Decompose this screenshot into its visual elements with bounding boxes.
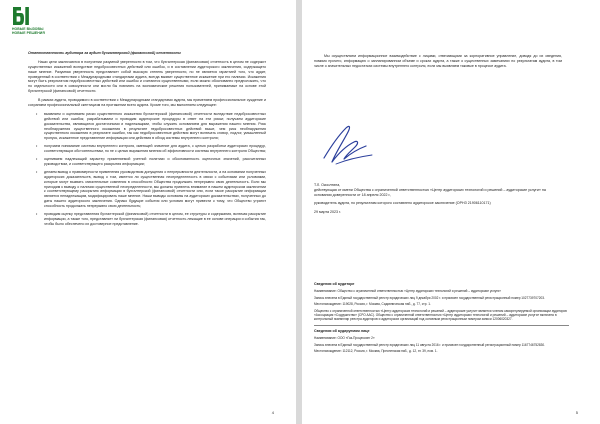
audited-line: Запись внесена в Единый государственный реестр юридических лиц 11 августа 2016 г. и присвоен государственный регистрационный номер 1167746752830. <box>314 342 546 347</box>
auditor-line: Общество с ограниченной ответственностью «Центр аудиторских технологий и решений – аудиторские услуги» является членом саморегулируемой организации аудиторов «Ассоциация «Содружество» (СРО ААС). Общество с ограниченной ответственностью «Центр аудиторских технологий и решений – аудиторские услуги» включено в контрольный экземпляр реестра аудиторов и аудиторских организаций под основным регистрационным номером записи 12006020327. <box>314 309 567 322</box>
procedures-list <box>44 112 266 226</box>
report-page-4 <box>0 0 296 424</box>
audited-entity-heading: Сведения об аудируемом лице <box>314 328 370 333</box>
governance-paragraph: Мы осуществляем информационное взаимодействие с лицами, отвечающими за корпоративное управление, доводя до их сведения, помимо прочего, информацию о запланированном объеме и сроках аудита, а также о существенных замечаниях по результатам аудита, в том числе о значительных недостатках системы внутреннего контроля, если мы выявляем таковые в процессе аудита. <box>314 54 562 68</box>
page-number: 4 <box>271 410 274 415</box>
list-item: • проводим оценку представления бухгалтерской (финансовой) отчетности в целом, ее структуры и содержания, включая раскрытие информации, а также того, представляет ли бухгалтерская (финансовая) отчетность лежащие в ее основе операции и события так, чтобы было обеспечено их достоверное представление. <box>44 212 266 227</box>
report-page-5 <box>302 0 600 424</box>
page-number: 5 <box>575 410 578 415</box>
logo-line-1: НОВЫЕ ВЫЗОВЫ <box>12 27 44 31</box>
auditor-line: Запись внесена в Единый государственный реестр юридических лиц 9 декабря 2002 г. и присвоен государственный регистрационный номер 1027739707203. <box>314 295 545 300</box>
signer-info <box>314 183 562 198</box>
section-heading: Ответственность аудитора за аудит бухгалтерской (финансовой) отчетности <box>28 51 181 55</box>
list-item: • оцениваем надлежащий характер применяемой учетной политики и обоснованность оценочных значений, рассчитанных руководством, и соответствующего раскрытия информации; <box>44 157 266 167</box>
logo-mark-icon <box>12 6 32 26</box>
auditor-details <box>314 282 569 356</box>
signer-role-2: руководитель аудита, по результатам которого составлено аудиторское заключение (ОРНЗ 21906110171) <box>314 201 491 206</box>
left-page-body <box>28 51 266 230</box>
signer-name: Т.Л. Окоолтина, <box>314 183 341 187</box>
signature-date: 29 марта 2023 г. <box>314 209 341 214</box>
signatory-block <box>314 183 562 218</box>
company-logo <box>12 6 72 35</box>
audited-line: Местонахождение: 112112, Россия, г. Москва, Пресненская наб., д. 12, эт. 39, пом. 1. <box>314 349 438 354</box>
list-item: • делаем вывод о правомерности применения руководством допущения о непрерывности деятельности, а на основании полученных аудиторских доказательств, вывод о том, имеется ли существенная неопределенность в связи с событиями или условиями, которые могут вызвать значительные сомнения в способности Общества продолжать непрерывно свою деятельность. Если мы приходим к выводу о наличии существенной неопределенности, мы должны привлечь внимание в нашем аудиторском заключении к соответствующему раскрытию информации в бухгалтерской (финансовой) отчетности или, если такое раскрытие информации является ненадлежащим, модифицировать наше мнение. Наши выводы основаны на аудиторских доказательствах, полученных до даты нашего аудиторского заключения. Однако будущие события или условия могут привести к тому, что Общество утратит способность продолжать непрерывно свою деятельность; <box>44 170 266 209</box>
paragraph-2: В рамках аудита, проводимого в соответствии с Международными стандартами аудита, мы применяем профессиональное суждение и сохраняем профессиональный скептицизм на протяжении всего аудита. Кроме того, мы выполняем следующее: <box>28 98 266 107</box>
auditor-line: Местонахождение: 119028, Россия, г. Москва, Садовническая наб., д. 77, стр. 1. <box>314 302 431 307</box>
paragraph-1: Наши цели заключаются в получении разумной уверенности в том, что бухгалтерская (финансовая) отчетность в целом не содержит существенных искажений вследствие недобросовестных действий или ошибок, и в составлении аудиторского заключения, содержащего наше мнение. Разумная уверенность представляет собой высокую степень уверенности, но не является гарантией того, что аудит, проведенный в соответствии с Международными стандартами аудита, всегда выявит существенное искажение при его наличии. Искажения могут быть результатом недобросовестных действий или ошибок и считаются существенными, если можно обоснованно предположить, что по отдельности или в совокупности они могли бы повлиять на экономические решения пользователей, принимаемые на основе этой бухгалтерской (финансовой) отчетности. <box>28 60 266 94</box>
signer-role: действующая от имени Общества с ограниченной ответственностью «Центр аудиторских технологий и решений – аудиторские услуги» на основании доверенности от 18 апреля 2022 г., <box>314 187 546 197</box>
auditor-heading: Сведения об аудиторе <box>314 282 355 286</box>
auditor-line: Наименование: Общество с ограниченной ответственностью «Центр аудиторских технологий и решений – аудиторские услуги» <box>314 289 501 294</box>
logo-line-2: НОВЫЕ РЕШЕНИЯ <box>12 31 45 36</box>
list-item: • получаем понимание системы внутреннего контроля, имеющей значение для аудита, с целью разработки аудиторских процедур, соответствующих обстоятельствам, но не с целью выражения мнения об эффективности системы внутреннего контроля Общества; <box>44 144 266 154</box>
audited-line: Наименование: ООО «Газ-Процессинг 2» <box>314 336 375 341</box>
logo-text <box>12 27 72 35</box>
list-item: • выявляем и оцениваем риски существенного искажения бухгалтерской (финансовой) отчетности вследствие недобросовестных действий или ошибок; разрабатываем и проводим аудиторские процедуры в ответ на эти риски; получаем аудиторские доказательства, являющиеся достаточными и надлежащими, чтобы служить основанием для выражения нашего мнения. Риск необнаружения существенного искажения в результате недобросовестных действий выше, чем риск необнаружения существенного искажения в результате ошибки, так как недобросовестные действия могут включать сговор, подлог, умышленный пропуск, искаженное представление информации или действия в обход системы внутреннего контроля; <box>44 112 266 141</box>
divider <box>314 325 569 326</box>
handwritten-signature <box>316 118 380 174</box>
